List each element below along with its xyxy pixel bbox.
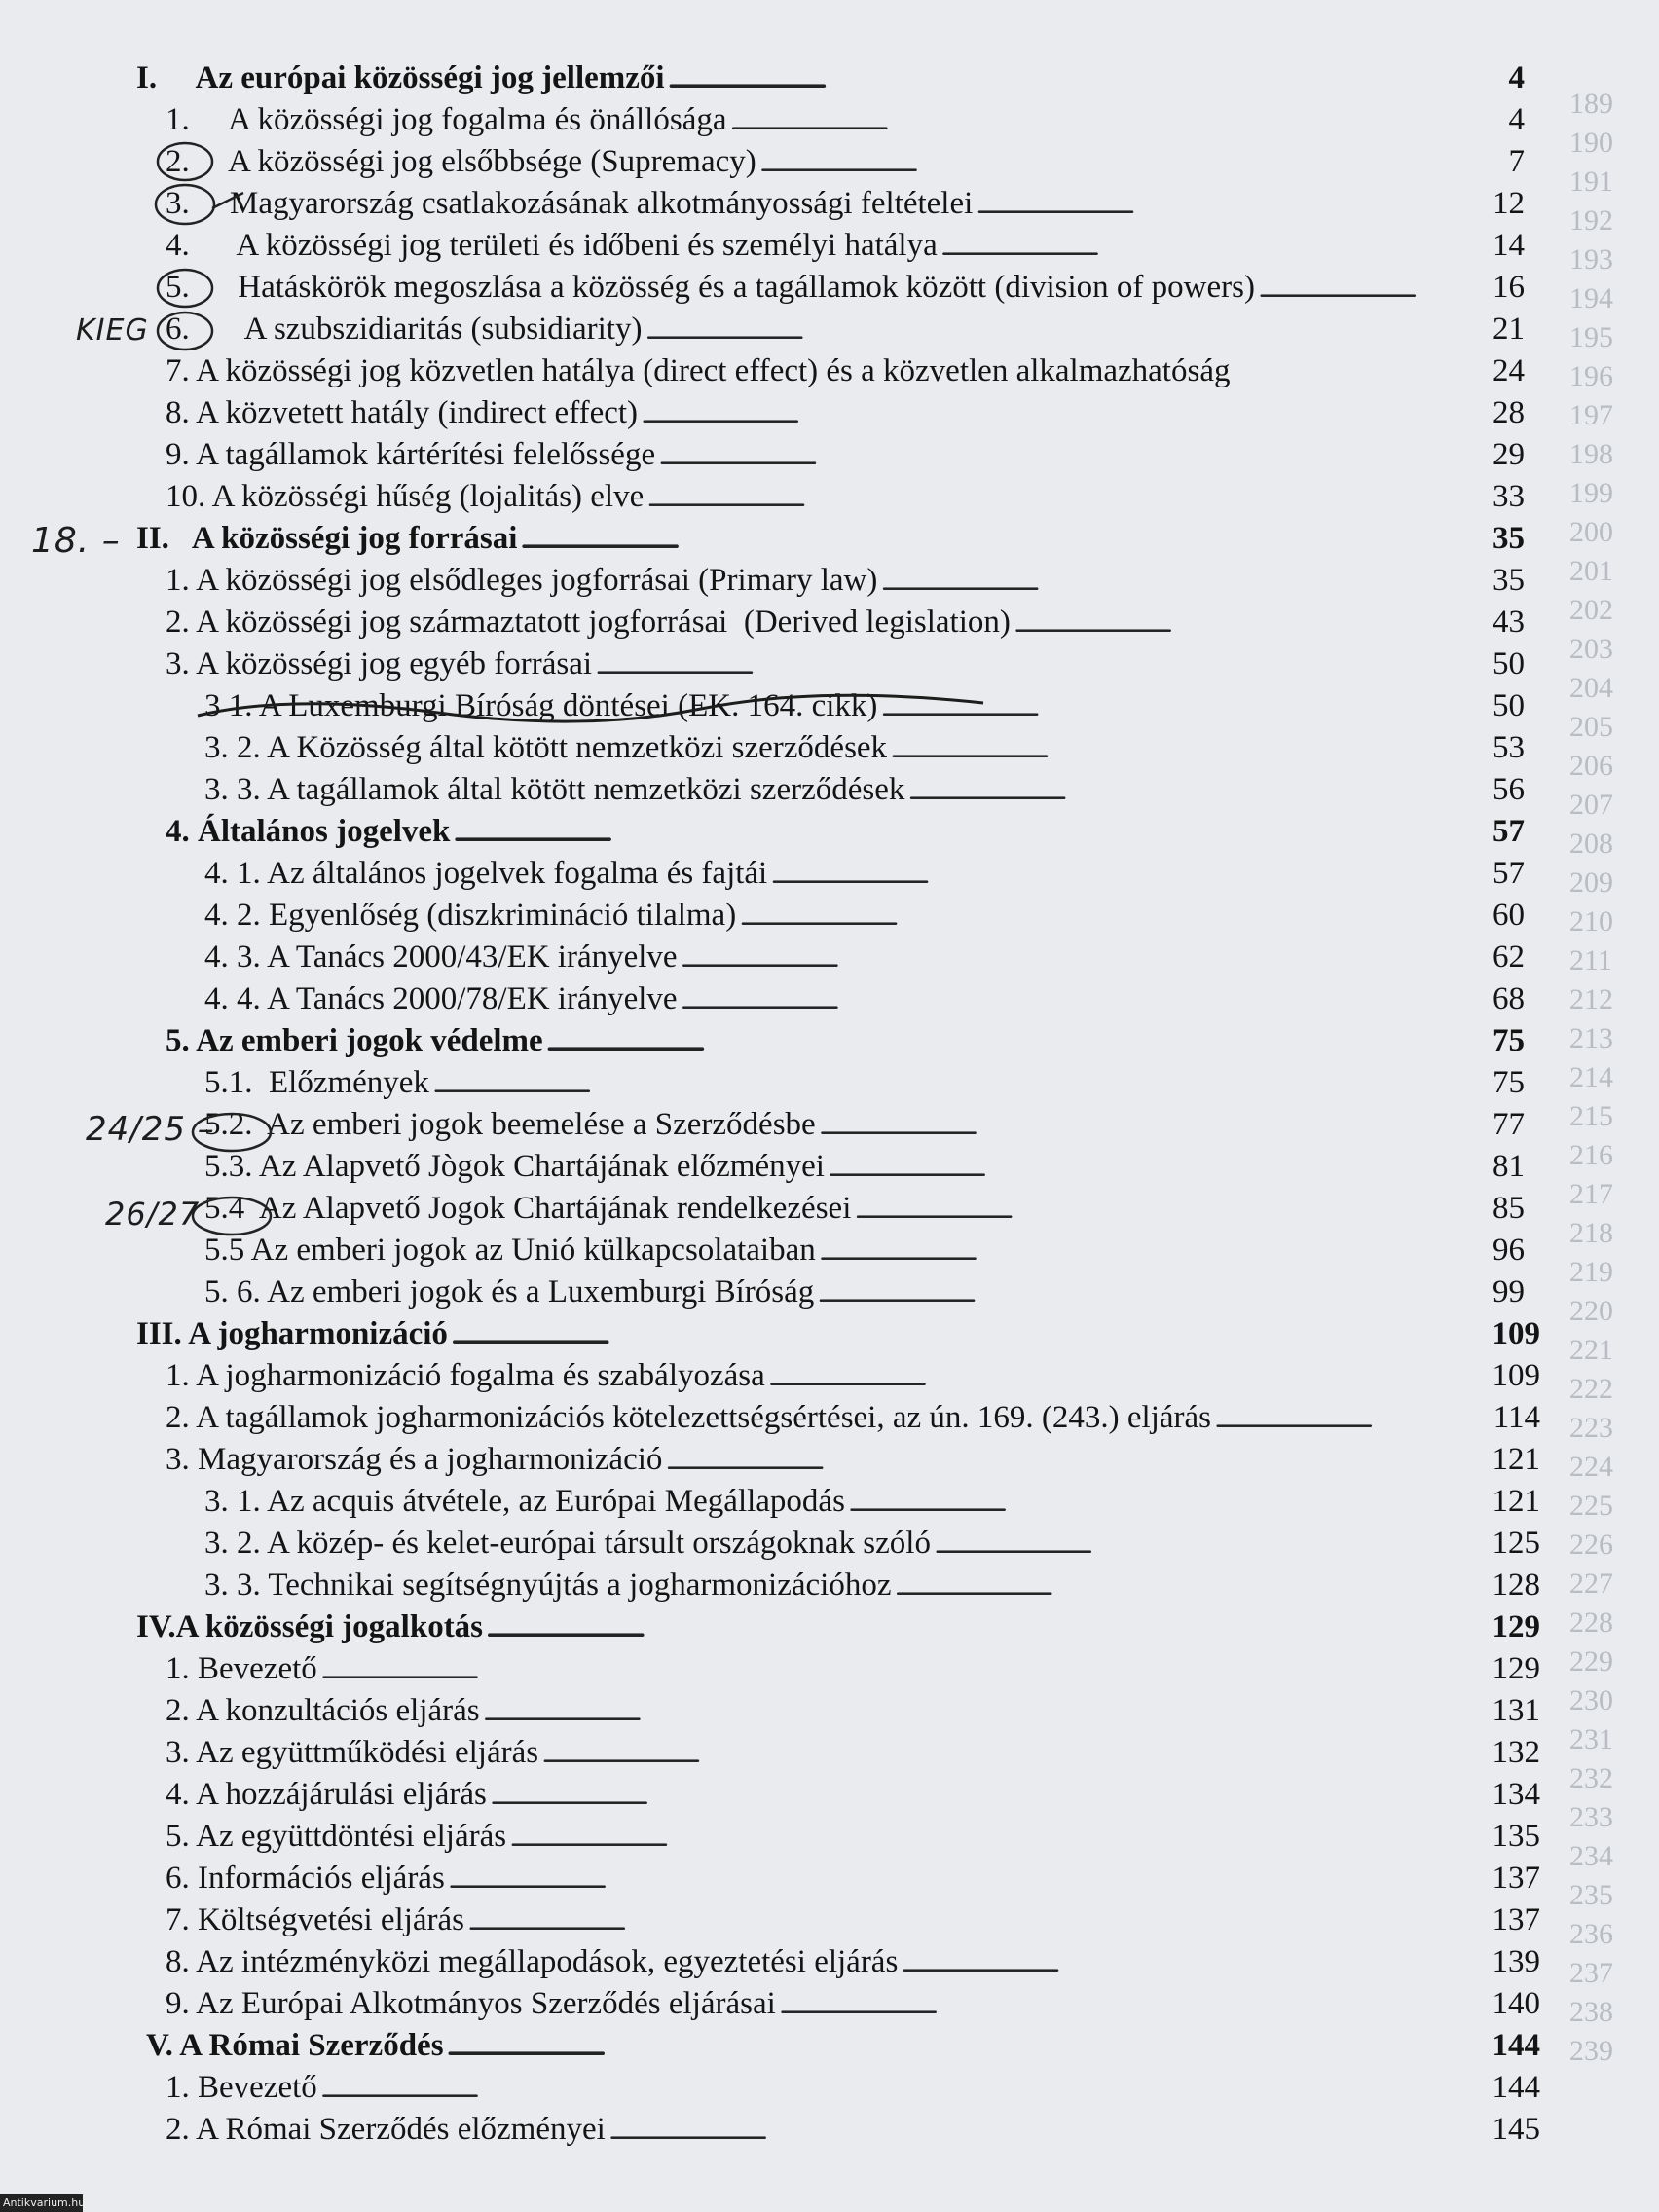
dot-leader bbox=[1234, 351, 1489, 390]
bleed-through-number: 208 bbox=[1569, 828, 1613, 860]
toc-entry bbox=[166, 435, 1525, 474]
toc-entry-page: 56 bbox=[1493, 772, 1525, 807]
dot-leader bbox=[609, 2110, 1489, 2149]
dot-leader bbox=[771, 854, 1489, 893]
dot-leader bbox=[1215, 1398, 1490, 1437]
toc-entry-page: 57 bbox=[1493, 856, 1525, 891]
dot-leader bbox=[820, 1231, 1489, 1270]
bleed-through-number: 206 bbox=[1569, 750, 1613, 782]
toc-entry-page: 109 bbox=[1492, 1316, 1540, 1351]
dot-leader bbox=[491, 1775, 1489, 1814]
bleed-through-number: 196 bbox=[1569, 360, 1613, 392]
toc-entry-title: 7. Költségvetési eljárás bbox=[166, 1902, 464, 1937]
dot-leader bbox=[1014, 603, 1489, 642]
bleed-through-number: 195 bbox=[1569, 321, 1613, 353]
dot-leader bbox=[321, 2068, 1489, 2107]
bleed-through-number: 232 bbox=[1569, 1762, 1613, 1794]
dot-leader bbox=[669, 58, 1505, 97]
toc-entry bbox=[166, 603, 1525, 642]
toc-entry-page: 137 bbox=[1492, 1902, 1540, 1937]
dot-leader bbox=[818, 1272, 1489, 1311]
bleed-through-number: 229 bbox=[1569, 1645, 1613, 1677]
toc-entry-page: 140 bbox=[1492, 1986, 1540, 2021]
toc-entry-page: 53 bbox=[1493, 730, 1525, 765]
toc-entry-title: 3. 1. Az acquis átvétele, az Európai Megállapodás bbox=[204, 1484, 845, 1519]
toc-entry-page: 99 bbox=[1493, 1274, 1525, 1309]
dot-leader bbox=[647, 477, 1489, 516]
toc-entry-page: 96 bbox=[1493, 1233, 1525, 1268]
toc-entry-title: 4. 3. A Tanács 2000/43/EK irányelve bbox=[204, 940, 678, 975]
toc-entry-title: 1. Bevezető bbox=[166, 2070, 317, 2105]
toc-entry bbox=[166, 1775, 1540, 1814]
toc-entry-page: 129 bbox=[1492, 1651, 1540, 1686]
bleed-through-number: 228 bbox=[1569, 1606, 1613, 1639]
margin-note-kieg: KIEG bbox=[76, 313, 149, 348]
dot-leader bbox=[448, 2026, 1489, 2065]
toc-entry-page: 16 bbox=[1493, 270, 1525, 305]
toc-entry bbox=[204, 1566, 1540, 1604]
toc-entry-title: 5.4 Az Alapvető Jogok Chartájának rendelkezései bbox=[204, 1191, 852, 1226]
toc-entry bbox=[204, 1063, 1525, 1102]
bleed-through-number: 231 bbox=[1569, 1723, 1613, 1755]
dot-leader bbox=[321, 1649, 1489, 1688]
toc-entry bbox=[204, 938, 1525, 977]
toc-entry bbox=[166, 2068, 1540, 2107]
toc-entry-page: 75 bbox=[1493, 1065, 1525, 1100]
toc-entry bbox=[136, 58, 1525, 97]
bleed-through-number: 221 bbox=[1569, 1334, 1613, 1366]
toc-entry-title: 1. Bevezető bbox=[166, 1651, 317, 1686]
toc-entry bbox=[166, 1356, 1540, 1395]
toc-entry-title: 4. 2. Egyenlőség (diszkrimináció tilalma) bbox=[204, 898, 737, 933]
dot-leader bbox=[487, 1607, 1488, 1646]
toc-entry-title: 3. 3. A tagállamok által kötött nemzetközi szerződések bbox=[204, 772, 905, 807]
dot-leader bbox=[666, 1440, 1488, 1479]
bleed-through-number: 200 bbox=[1569, 516, 1613, 548]
toc-entry-page: 4 bbox=[1508, 60, 1525, 95]
bleed-through-number: 198 bbox=[1569, 438, 1613, 470]
dot-leader bbox=[596, 645, 1489, 683]
dot-leader bbox=[902, 1942, 1488, 1981]
bleed-through-number: 226 bbox=[1569, 1529, 1613, 1561]
dot-leader bbox=[977, 184, 1489, 223]
toc-entry bbox=[166, 1859, 1540, 1898]
bleed-through-number: 201 bbox=[1569, 555, 1613, 587]
toc-entry-title: 2. A közösségi jog elsőbbsége (Supremacy) bbox=[166, 144, 756, 179]
toc-entry-title: 2. A Római Szerződés előzményei bbox=[166, 2112, 606, 2147]
toc-entry-page: 50 bbox=[1493, 646, 1525, 682]
toc-entry-page: 132 bbox=[1492, 1735, 1540, 1770]
toc-entry-page: 29 bbox=[1493, 437, 1525, 472]
toc-entry bbox=[166, 1733, 1540, 1772]
toc-entry-page: 14 bbox=[1493, 228, 1525, 263]
toc-entry-title: I. Az európai közösségi jog jellemzői bbox=[136, 60, 665, 95]
toc-entry-title: 8. Az intézményközi megállapodások, egyeztetési eljárás bbox=[166, 1944, 899, 1979]
toc-entry-title: 2. A konzultációs eljárás bbox=[166, 1693, 480, 1728]
toc-entry bbox=[166, 1440, 1540, 1479]
toc-entry-page: 139 bbox=[1492, 1944, 1540, 1979]
bleed-through-number: 189 bbox=[1569, 88, 1613, 120]
toc-entry bbox=[136, 519, 1525, 558]
toc-entry bbox=[166, 1691, 1540, 1730]
margin-note-26-27: 26/27 bbox=[105, 1196, 201, 1233]
bleed-through-number: 218 bbox=[1569, 1217, 1613, 1249]
toc-entry-title: 5.3. Az Alapvető Jògok Chartájának előzményei bbox=[204, 1149, 825, 1184]
margin-note-18: 18. – bbox=[31, 521, 121, 561]
bleed-through-number: 238 bbox=[1569, 1996, 1613, 2028]
toc-entry bbox=[166, 1984, 1540, 2023]
toc-entry-page: 125 bbox=[1492, 1526, 1540, 1561]
bleed-through-number: 224 bbox=[1569, 1451, 1613, 1483]
toc-entry-page: 144 bbox=[1492, 2070, 1540, 2105]
toc-entry-title: 3. A közösségi jog egyéb forrásai bbox=[166, 646, 593, 682]
bleed-through-number: 192 bbox=[1569, 204, 1613, 237]
bleed-through-number: 212 bbox=[1569, 983, 1613, 1015]
toc-entry bbox=[204, 686, 1525, 725]
toc-entry-title: V. A Római Szerződés bbox=[146, 2028, 444, 2063]
toc-entry-page: 121 bbox=[1492, 1442, 1540, 1477]
toc-entry-title: 4. A közösségi jog területi és időbeni és személyi hatálya bbox=[166, 228, 938, 263]
dot-leader bbox=[895, 1566, 1488, 1604]
toc-entry bbox=[204, 1482, 1540, 1521]
dot-leader bbox=[659, 435, 1489, 474]
toc-entry-page: 12 bbox=[1493, 186, 1525, 221]
dot-leader bbox=[433, 1063, 1489, 1102]
toc-entry-page: 85 bbox=[1493, 1191, 1525, 1226]
toc-entry bbox=[204, 896, 1525, 935]
bleed-through-number: 194 bbox=[1569, 282, 1613, 314]
toc-entry-page: 129 bbox=[1492, 1609, 1540, 1644]
toc-entry-page: 7 bbox=[1508, 144, 1525, 179]
dot-leader bbox=[1259, 268, 1489, 307]
toc-entry-page: 134 bbox=[1492, 1777, 1540, 1812]
toc-entry-title: 4. 4. A Tanács 2000/78/EK irányelve bbox=[204, 981, 678, 1016]
bleed-through-number: 219 bbox=[1569, 1256, 1613, 1288]
toc-entry bbox=[166, 812, 1525, 851]
toc-entry bbox=[166, 226, 1525, 265]
dot-leader bbox=[642, 393, 1489, 432]
toc-entry-title: 4. A hozzájárulási eljárás bbox=[166, 1777, 487, 1812]
toc-entry bbox=[136, 1314, 1540, 1353]
toc-entry bbox=[166, 645, 1525, 683]
toc-entry-title: 3. 2. A Közösség által kötött nemzetközi szerződések bbox=[204, 730, 888, 765]
dot-leader bbox=[547, 1021, 1489, 1060]
toc-entry bbox=[166, 1817, 1540, 1856]
margin-note-24-25: 24/25 – bbox=[86, 1110, 215, 1149]
toc-entry-page: 77 bbox=[1493, 1107, 1525, 1142]
toc-entry bbox=[166, 561, 1525, 600]
toc-entry bbox=[166, 310, 1525, 349]
toc-entry-page: 33 bbox=[1493, 479, 1525, 514]
dot-leader bbox=[740, 896, 1489, 935]
dot-leader bbox=[452, 1314, 1489, 1353]
toc-entry bbox=[166, 393, 1525, 432]
toc-entry-title: 2. A tagállamok jogharmonizációs kötelezettségsértései, az ún. 169. (243.) eljárás bbox=[166, 1400, 1211, 1435]
dot-leader bbox=[780, 1984, 1489, 2023]
toc-entry bbox=[204, 1189, 1525, 1228]
toc-entry bbox=[166, 351, 1525, 390]
toc-entry bbox=[204, 1105, 1525, 1144]
toc-entry-title: 5. Az emberi jogok védelme bbox=[166, 1023, 543, 1058]
toc-entry-title: 3. Magyarország csatlakozásának alkotmányossági feltételei bbox=[166, 186, 974, 221]
toc-entry bbox=[166, 1649, 1540, 1688]
dot-leader bbox=[908, 770, 1489, 809]
toc-entry-title: 7. A közösségi jog közvetlen hatálya (direct effect) és a közvetlen alkalmazhatóság bbox=[166, 353, 1231, 388]
bleed-through-number: 207 bbox=[1569, 789, 1613, 821]
dot-leader bbox=[449, 1859, 1489, 1898]
bleed-through-number: 213 bbox=[1569, 1022, 1613, 1054]
bleed-through-number: 214 bbox=[1569, 1061, 1613, 1093]
bleed-through-number: 222 bbox=[1569, 1373, 1613, 1405]
dot-leader bbox=[521, 519, 1489, 558]
bleed-through-number: 202 bbox=[1569, 594, 1613, 626]
dot-leader bbox=[645, 310, 1489, 349]
dot-leader bbox=[855, 1189, 1489, 1228]
toc-entry-page: 121 bbox=[1492, 1484, 1540, 1519]
toc-entry-page: 144 bbox=[1492, 2028, 1540, 2063]
toc-entry-title: 5. 6. Az emberi jogok és a Luxemburgi Bíróság bbox=[204, 1274, 815, 1309]
toc-entry-title: 10. A közösségi hűség (lojalitás) elve bbox=[166, 479, 645, 514]
toc-entry bbox=[166, 2110, 1540, 2149]
bleed-through-number: 234 bbox=[1569, 1840, 1613, 1872]
bleed-through-number: 230 bbox=[1569, 1684, 1613, 1716]
toc-entry-title: 5.1. Előzmények bbox=[204, 1065, 429, 1100]
toc-entry-title: 8. A közvetett hatály (indirect effect) bbox=[166, 395, 639, 430]
toc-entry-page: 24 bbox=[1493, 353, 1525, 388]
toc-entry-page: 35 bbox=[1493, 521, 1525, 556]
toc-entry-page: 137 bbox=[1492, 1861, 1540, 1896]
bleed-through-number: 216 bbox=[1569, 1139, 1613, 1171]
toc-entry-page: 135 bbox=[1492, 1819, 1540, 1854]
toc-entry-title: 1. A közösségi jog fogalma és önállósága bbox=[166, 102, 727, 137]
bleed-through-number: 225 bbox=[1569, 1490, 1613, 1522]
toc-entry-page: 131 bbox=[1492, 1693, 1540, 1728]
toc-entry-title: 3 1. A Luxemburgi Bíróság döntései (EK. 164. cikk) bbox=[204, 688, 878, 723]
dot-leader bbox=[829, 1147, 1489, 1186]
toc-entry-page: 114 bbox=[1493, 1400, 1540, 1435]
toc-entry bbox=[204, 854, 1525, 893]
toc-entry-title: 5. Az együttdöntési eljárás bbox=[166, 1819, 507, 1854]
dot-leader bbox=[941, 226, 1489, 265]
bleed-through-number: 217 bbox=[1569, 1178, 1613, 1210]
bleed-through-number: 205 bbox=[1569, 711, 1613, 743]
bleed-through-number: 203 bbox=[1569, 633, 1613, 665]
toc-entry-title: 3. Magyarország és a jogharmonizáció bbox=[166, 1442, 663, 1477]
dot-leader bbox=[731, 100, 1505, 139]
toc-entry-title: 4. 1. Az általános jogelvek fogalma és fajtái bbox=[204, 856, 768, 891]
toc-entry bbox=[204, 1524, 1540, 1563]
bleed-through-number: 210 bbox=[1569, 905, 1613, 938]
bleed-through-number: 190 bbox=[1569, 127, 1613, 159]
toc-entry-title: 4. Általános jogelvek bbox=[166, 814, 451, 849]
toc-entry bbox=[166, 268, 1525, 307]
bleed-through-number: 204 bbox=[1569, 672, 1613, 704]
dot-leader bbox=[542, 1733, 1488, 1772]
toc-entry bbox=[204, 979, 1525, 1018]
bleed-through-number: 211 bbox=[1569, 944, 1612, 977]
toc-entry bbox=[204, 1147, 1525, 1186]
toc-entry-title: 9. A tagállamok kártérítési felelőssége bbox=[166, 437, 656, 472]
bleed-through-number: 239 bbox=[1569, 2035, 1613, 2067]
toc-entry-page: 68 bbox=[1493, 981, 1525, 1016]
toc-entry-page: 21 bbox=[1493, 312, 1525, 347]
dot-leader bbox=[769, 1356, 1489, 1395]
toc-entry bbox=[136, 1607, 1540, 1646]
bleed-through-number: 193 bbox=[1569, 243, 1613, 276]
toc-entry-title: 6. Információs eljárás bbox=[166, 1861, 445, 1896]
toc-entry-page: 128 bbox=[1492, 1567, 1540, 1603]
toc-entry bbox=[166, 184, 1525, 223]
toc-entry bbox=[166, 142, 1525, 181]
bleed-through-number: 209 bbox=[1569, 866, 1613, 899]
toc-entry-title: 5. Hatáskörök megoszlása a közösség és a tagállamok között (division of powers) bbox=[166, 270, 1255, 305]
bleed-through-number: 227 bbox=[1569, 1567, 1613, 1600]
toc-entry-title: 3. 2. A közép- és kelet-európai társult országoknak szóló bbox=[204, 1526, 931, 1561]
toc-entry-page: 57 bbox=[1493, 814, 1525, 849]
dot-leader bbox=[510, 1817, 1488, 1856]
toc-entry-page: 60 bbox=[1493, 898, 1525, 933]
dot-leader bbox=[881, 561, 1489, 600]
dot-leader bbox=[891, 728, 1489, 767]
dot-leader bbox=[849, 1482, 1489, 1521]
bleed-through-number: 223 bbox=[1569, 1412, 1613, 1444]
toc-entry-title: 1. A jogharmonizáció fogalma és szabályozása bbox=[166, 1358, 765, 1393]
dot-leader bbox=[468, 1900, 1489, 1939]
toc-entry-page: 81 bbox=[1493, 1149, 1525, 1184]
toc-entry-page: 109 bbox=[1492, 1358, 1540, 1393]
toc-entry-page: 43 bbox=[1493, 605, 1525, 640]
toc-entry bbox=[146, 2026, 1540, 2065]
toc-entry bbox=[166, 477, 1525, 516]
bleed-through-number: 199 bbox=[1569, 477, 1613, 509]
toc-entry-title: 6. A szubszidiaritás (subsidiarity) bbox=[166, 312, 643, 347]
bleed-through-number: 215 bbox=[1569, 1100, 1613, 1132]
bleed-through-number: 197 bbox=[1569, 399, 1613, 431]
toc-entry-page: 50 bbox=[1493, 688, 1525, 723]
toc-entry bbox=[166, 1021, 1525, 1060]
bleed-through-number: 237 bbox=[1569, 1957, 1613, 1989]
dot-leader bbox=[454, 812, 1489, 851]
toc-entry-title: III. A jogharmonizáció bbox=[136, 1316, 448, 1351]
dot-leader bbox=[682, 938, 1489, 977]
toc-entry-title: 2. A közösségi jog származtatott jogforrásai (Derived legislation) bbox=[166, 605, 1011, 640]
bleed-through-number: 236 bbox=[1569, 1918, 1613, 1950]
toc-entry bbox=[166, 100, 1525, 139]
dot-leader bbox=[682, 979, 1489, 1018]
toc-entry bbox=[204, 1272, 1525, 1311]
dot-leader bbox=[820, 1105, 1489, 1144]
toc-entry-title: 5.5 Az emberi jogok az Unió külkapcsolataiban bbox=[204, 1233, 816, 1268]
bleed-through-number: 235 bbox=[1569, 1879, 1613, 1911]
bleed-through-number: 191 bbox=[1569, 166, 1613, 198]
toc-entry-title: 9. Az Európai Alkotmányos Szerződés eljárásai bbox=[166, 1986, 776, 2021]
toc-entry bbox=[204, 1231, 1525, 1270]
toc-entry bbox=[204, 770, 1525, 809]
bleed-through-number: 233 bbox=[1569, 1801, 1613, 1833]
toc-entry-title: 5.2. Az emberi jogok beemelése a Szerződésbe bbox=[204, 1107, 816, 1142]
toc-entry-title: 1. A közösségi jog elsődleges jogforrásai (Primary law) bbox=[166, 563, 878, 598]
toc-entry-page: 145 bbox=[1492, 2112, 1540, 2147]
toc-entry-page: 62 bbox=[1493, 940, 1525, 975]
toc-entry-title: IV.A közösségi jogalkotás bbox=[136, 1609, 484, 1644]
toc-entry-page: 4 bbox=[1508, 102, 1525, 137]
dot-leader bbox=[881, 686, 1489, 725]
toc-entry bbox=[166, 1398, 1540, 1437]
toc-entry bbox=[166, 1942, 1540, 1981]
toc-entry-title: 3. Az együttműködési eljárás bbox=[166, 1735, 539, 1770]
dot-leader bbox=[760, 142, 1505, 181]
dot-leader bbox=[935, 1524, 1489, 1563]
bleed-through-number: 220 bbox=[1569, 1295, 1613, 1327]
toc-entry-page: 35 bbox=[1493, 563, 1525, 598]
toc-entry-title: 3. 3. Technikai segítségnyújtás a jogharmonizációhoz bbox=[204, 1567, 892, 1603]
toc-entry-title: II. A közösségi jog forrásai bbox=[136, 521, 518, 556]
watermark: Antikvarium.hu bbox=[0, 2194, 83, 2212]
dot-leader bbox=[484, 1691, 1489, 1730]
toc-entry-page: 28 bbox=[1493, 395, 1525, 430]
toc-entry-page: 75 bbox=[1493, 1023, 1525, 1058]
toc-entry bbox=[166, 1900, 1540, 1939]
toc-entry bbox=[204, 728, 1525, 767]
